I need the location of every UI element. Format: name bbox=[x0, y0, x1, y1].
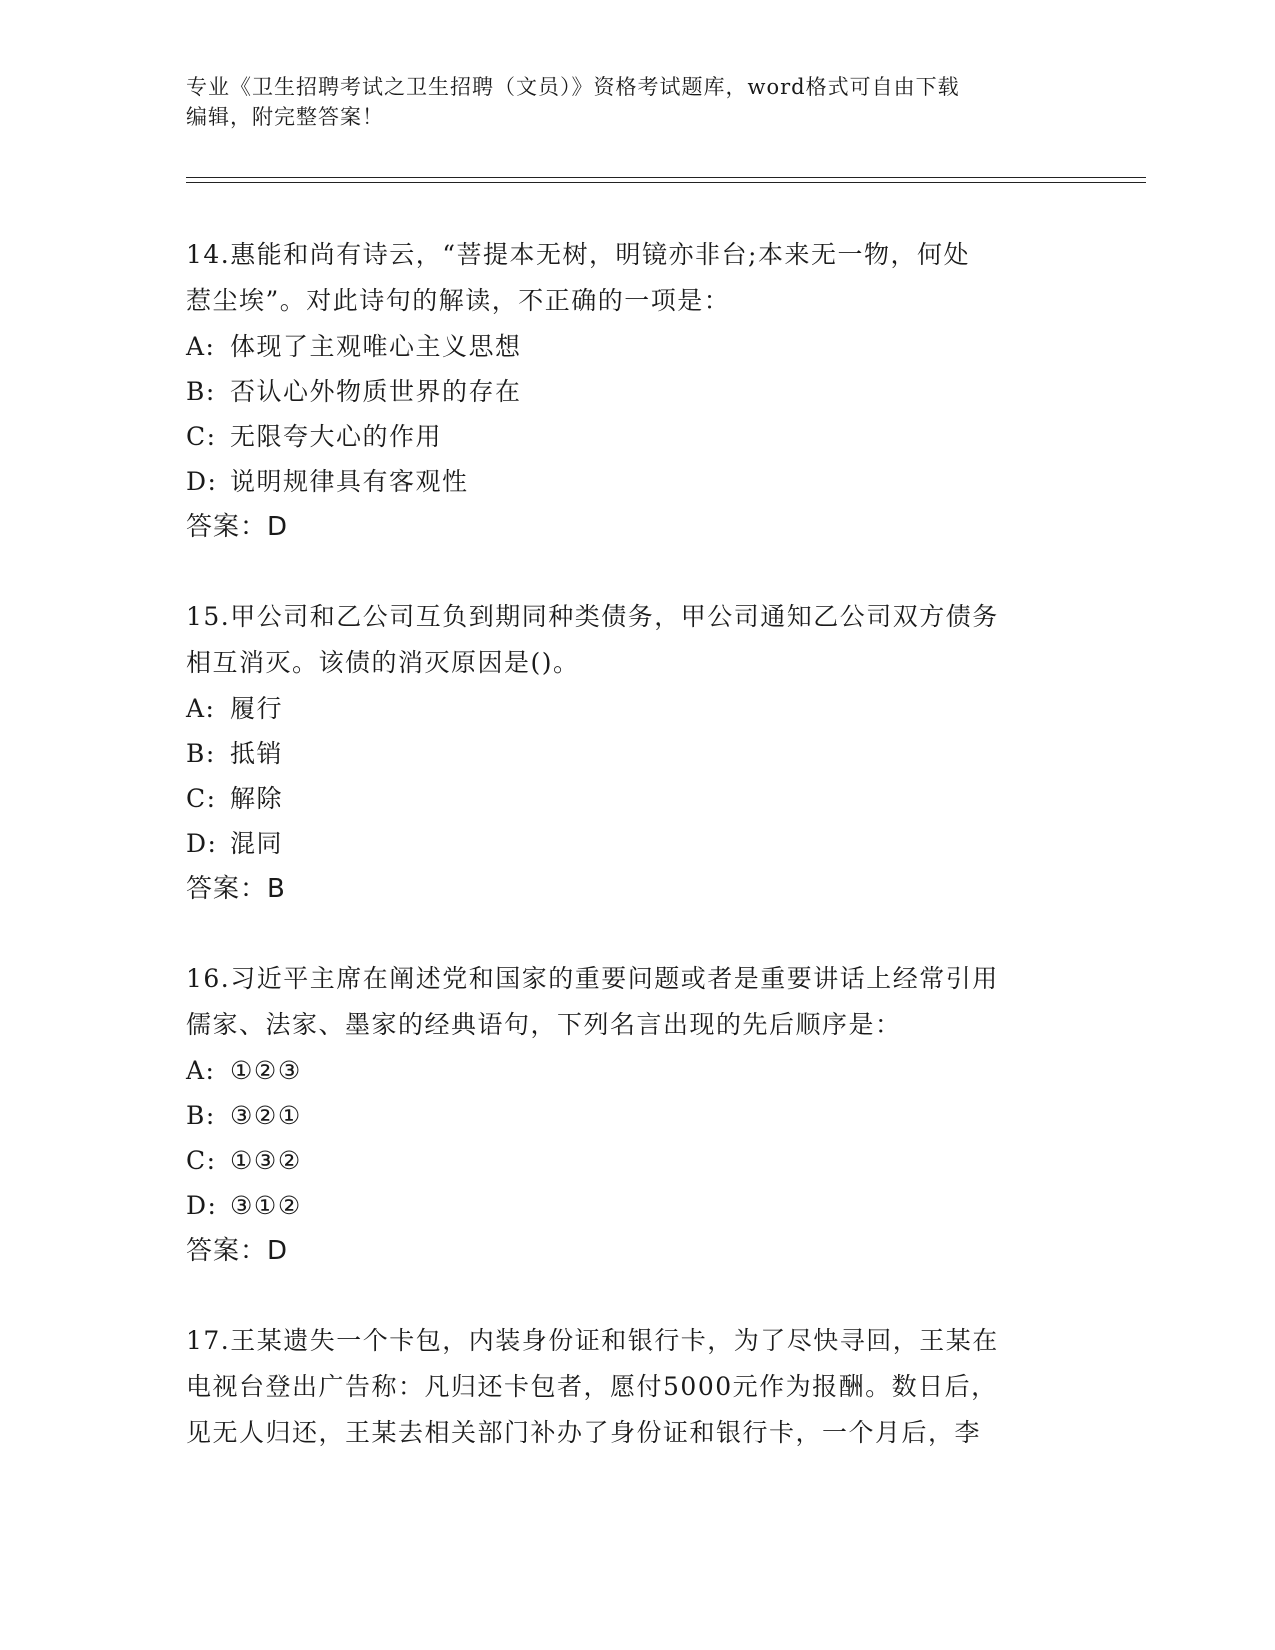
option-b bbox=[186, 369, 1066, 414]
option-letter: A: bbox=[186, 694, 216, 723]
option-letter: D: bbox=[186, 467, 218, 496]
answer: 答案：D bbox=[186, 512, 289, 542]
option-d bbox=[186, 459, 1066, 504]
option-a bbox=[186, 686, 1066, 731]
question-number: 16. bbox=[186, 964, 231, 993]
question-number: 17. bbox=[186, 1326, 231, 1355]
option-d bbox=[186, 821, 1066, 866]
option-letter: D: bbox=[186, 829, 218, 858]
option-letter: C: bbox=[186, 1146, 217, 1175]
option-d bbox=[186, 1183, 1066, 1228]
option-b bbox=[186, 731, 1066, 776]
document-header bbox=[186, 72, 1066, 132]
header-divider-top bbox=[186, 177, 1146, 178]
option-text: ①③② bbox=[230, 1146, 302, 1175]
option-text: 否认心外物质世界的存在 bbox=[230, 377, 522, 406]
question-17 bbox=[186, 1318, 1066, 1456]
option-text: 说明规律具有客观性 bbox=[230, 467, 469, 496]
answer: 答案：D bbox=[186, 1236, 289, 1266]
option-text: 无限夸大心的作用 bbox=[230, 422, 443, 451]
option-text: ①②③ bbox=[230, 1056, 302, 1085]
option-letter: D: bbox=[186, 1191, 218, 1220]
question-text bbox=[186, 1318, 1066, 1364]
option-letter: B: bbox=[186, 739, 216, 768]
option-c bbox=[186, 414, 1066, 459]
option-a bbox=[186, 1048, 1066, 1093]
option-text: 抵销 bbox=[230, 739, 284, 768]
option-a bbox=[186, 324, 1066, 369]
option-text: 混同 bbox=[230, 829, 284, 858]
option-letter: A: bbox=[186, 1056, 216, 1085]
question-text-line-2: 儒家、法家、墨家的经典语句，下列名言出现的先后顺序是： bbox=[186, 1010, 902, 1039]
question-text-line-1: 惠能和尚有诗云，“菩提本无树，明镜亦非台;本来无一物，何处 bbox=[230, 240, 970, 269]
question-text-line-1: 甲公司和乙公司互负到期同种类债务，甲公司通知乙公司双方债务 bbox=[230, 602, 999, 631]
question-text bbox=[186, 956, 1066, 1002]
question-text-line-2: 惹尘埃”。对此诗句的解读，不正确的一项是： bbox=[186, 286, 731, 315]
answer: 答案：B bbox=[186, 874, 286, 904]
question-text-line-1: 习近平主席在阐述党和国家的重要问题或者是重要讲话上经常引用 bbox=[230, 964, 999, 993]
question-number: 14. bbox=[186, 240, 231, 269]
question-16 bbox=[186, 956, 1066, 1274]
option-text: ③①② bbox=[230, 1191, 302, 1220]
question-15 bbox=[186, 594, 1066, 912]
question-text-line-2: 电视台登出广告称：凡归还卡包者，愿付5000元作为报酬。数日后， bbox=[186, 1372, 998, 1401]
question-text-line-1: 王某遗失一个卡包，内装身份证和银行卡，为了尽快寻回，王某在 bbox=[230, 1326, 999, 1355]
option-b bbox=[186, 1093, 1066, 1138]
question-number: 15. bbox=[186, 602, 231, 631]
option-text: 解除 bbox=[230, 784, 284, 813]
question-text-line-2: 相互消灭。该债的消灭原因是()。 bbox=[186, 648, 580, 677]
option-letter: C: bbox=[186, 784, 217, 813]
option-text: ③②① bbox=[230, 1101, 302, 1130]
header-line-1: 专业《卫生招聘考试之卫生招聘（文员）》资格考试题库，word格式可自由下载 bbox=[186, 75, 960, 99]
option-text: 体现了主观唯心主义思想 bbox=[230, 332, 522, 361]
option-c bbox=[186, 1138, 1066, 1183]
question-text-line-3: 见无人归还，王某去相关部门补办了身份证和银行卡，一个月后，李 bbox=[186, 1418, 982, 1447]
header-line-2: 编辑，附完整答案！ bbox=[186, 105, 384, 129]
option-letter: A: bbox=[186, 332, 216, 361]
option-c bbox=[186, 776, 1066, 821]
option-letter: B: bbox=[186, 377, 216, 406]
question-text bbox=[186, 232, 1066, 278]
option-letter: B: bbox=[186, 1101, 216, 1130]
option-text: 履行 bbox=[230, 694, 284, 723]
option-letter: C: bbox=[186, 422, 217, 451]
question-text bbox=[186, 594, 1066, 640]
header-divider-bottom bbox=[186, 182, 1146, 183]
question-14 bbox=[186, 232, 1066, 550]
